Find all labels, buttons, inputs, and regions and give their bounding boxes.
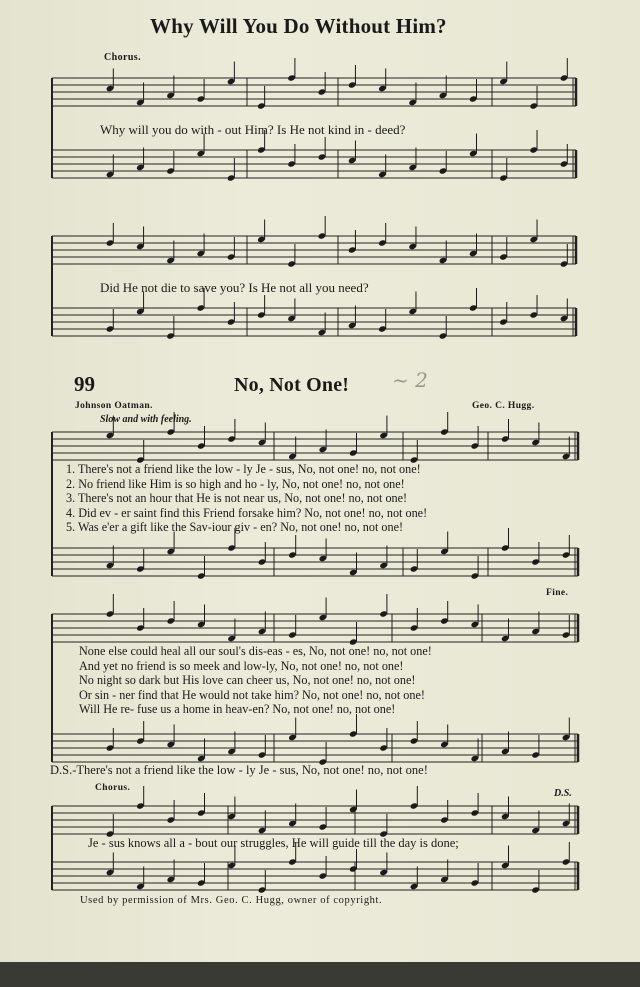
author-credit: Johnson Oatman.	[75, 401, 153, 411]
fine-marking: Fine.	[546, 588, 569, 598]
chorus-label: Chorus.	[95, 783, 131, 793]
copyright-notice: Used by permission of Mrs. Geo. C. Hugg, owner of copyright.	[80, 895, 383, 906]
composer-credit: Geo. C. Hugg.	[472, 401, 535, 411]
verse-line: 4. Did ev - er saint find this Friend forsake him? No, not one! no, not one!	[66, 505, 428, 520]
verse-line: Or sin - ner find that He would not take him? No, not one! no, not one!	[79, 687, 425, 702]
verse-line: 2. No friend like Him is so high and ho - ly, No, not one! no, not one!	[66, 476, 405, 491]
hymn-title: Why Will You Do Without Him?	[150, 14, 447, 38]
lyric-line: Did He not die to save you? Is He not all you need?	[100, 280, 369, 295]
pencil-annotation: ~ 2	[392, 368, 428, 392]
verse-line: No night so dark but His love can cheer us, No, not one! no, not one!	[79, 673, 416, 687]
verse-line: None else could heal all our soul's dis-eas - es, No, not one! no, not one!	[79, 644, 432, 658]
chorus-label: Chorus.	[104, 52, 141, 63]
verse-block-2	[79, 644, 432, 717]
verse-line: 5. Was e'er a gift like the Sav-iour giv - en? No, not one! no, not one!	[66, 520, 404, 534]
ds-marking: D.S.	[554, 788, 572, 799]
verse-line: 3. There's not an hour that He is not near us, No, not one! no, not one!	[66, 491, 408, 505]
lyric-line: Why will you do with - out Him? Is He not kind in - deed?	[100, 122, 406, 137]
hymn-number: 99	[74, 372, 95, 396]
tempo-marking: Slow and with feeling.	[100, 414, 192, 425]
hymn-title: No, Not One!	[234, 374, 350, 396]
verse-line: And yet no friend is so meek and low-ly, No, not one! no, not one!	[79, 658, 404, 673]
page-bottom-edge	[0, 962, 640, 987]
verse-line: 1. There's not a friend like the low - ly Je - sus, No, not one! no, not one!	[66, 462, 421, 476]
ds-lyric-line: D.S.-There's not a friend like the low - ly Je - sus, No, not one! no, not one!	[50, 763, 428, 777]
chorus-lyric-line: Je - sus knows all a - bout our struggles, He will guide till the day is done;	[88, 836, 459, 850]
verse-block-1	[66, 462, 427, 535]
verse-line: Will He re- fuse us a home in heav-en? No, not one! no, not one!	[79, 702, 396, 716]
